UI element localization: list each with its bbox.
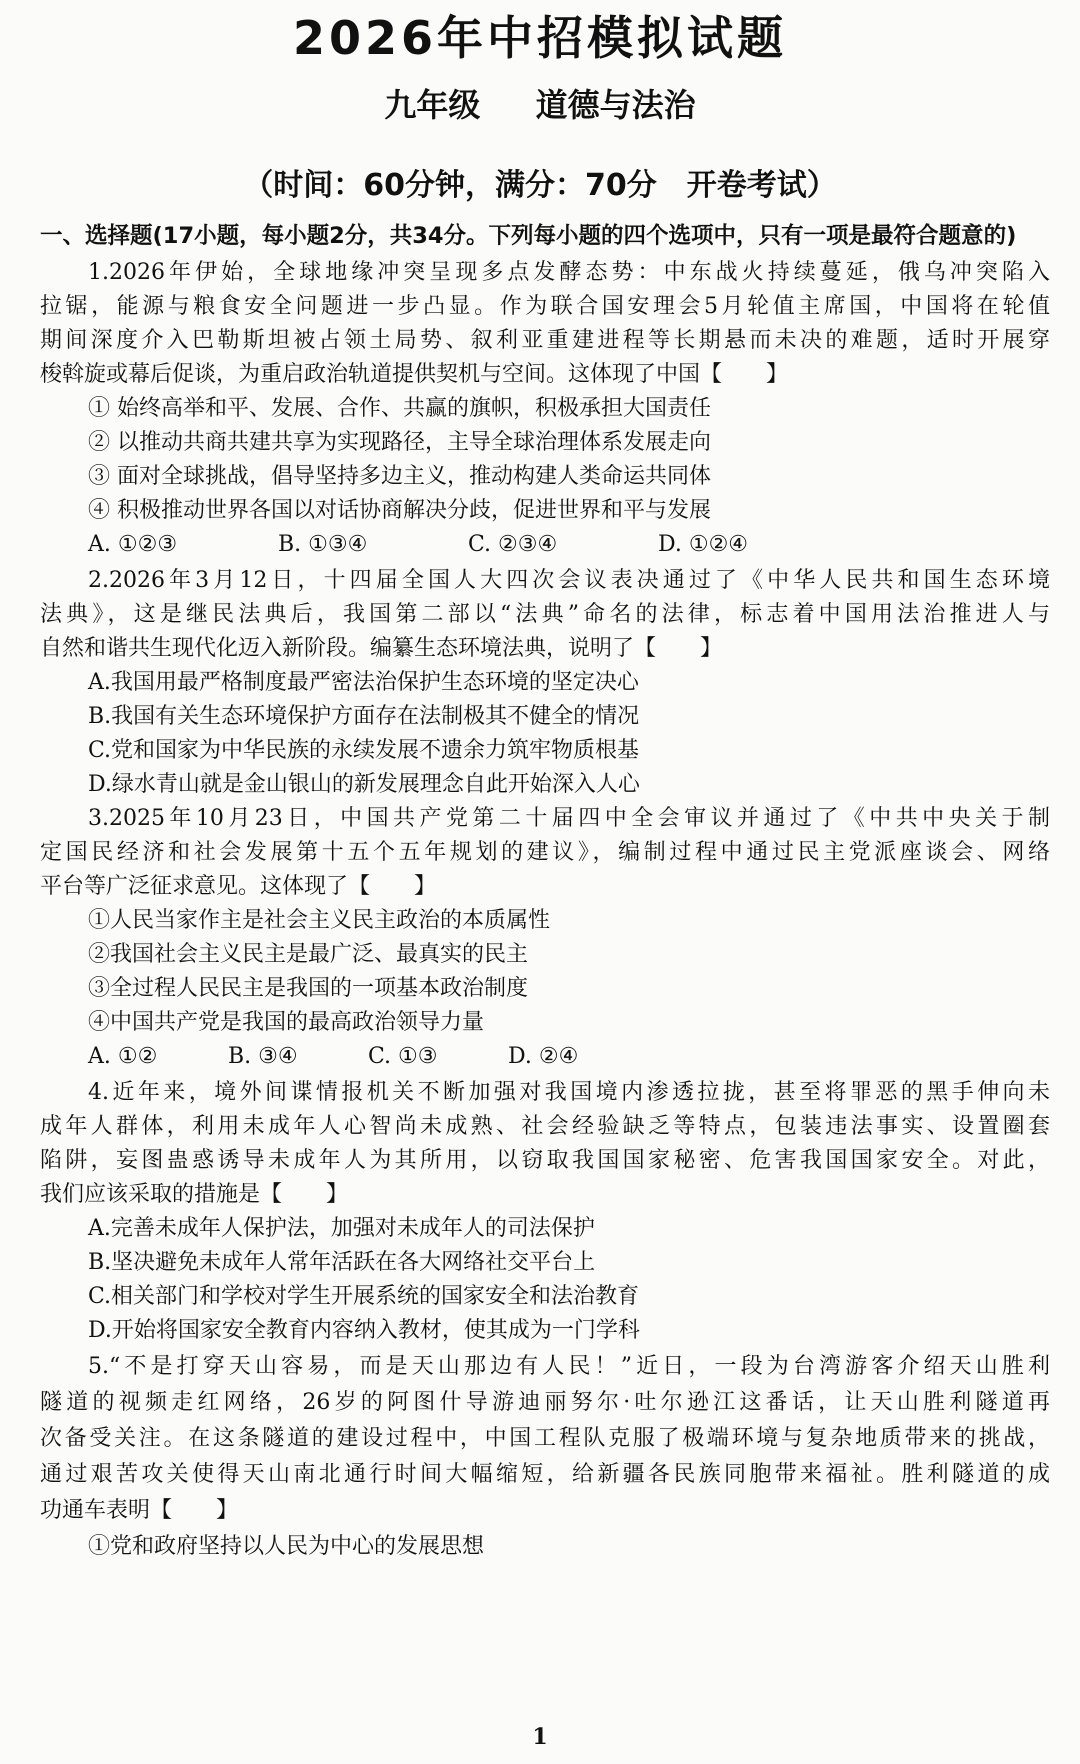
page-subtitle — [0, 80, 1080, 126]
q3-choice-b: B. ③④ — [228, 1044, 298, 1069]
q3-stem-line: 平台等广泛征求意见。这体现了【 】 — [40, 874, 437, 899]
exam-info: （时间：60分钟，满分：70分 开卷考试） — [243, 168, 837, 203]
q3-choice-d: D. ②④ — [508, 1044, 579, 1069]
q1-item: ④ 积极推动世界各国以对话协商解决分歧，促进世界和平与发展 — [88, 498, 711, 523]
q2-stem-line: 自然和谐共生现代化迈入新阶段。编纂生态环境法典，说明了【 】 — [40, 636, 723, 661]
q1-item: ① 始终高举和平、发展、合作、共赢的旗帜，积极承担大国责任 — [88, 396, 711, 421]
q1-stem-line: 拉锯，能源与粮食安全问题进一步凸显。作为联合国安理会5月轮值主席国，中国将在轮值 — [40, 294, 1050, 319]
q4-stem-line: 陷阱，妄图蛊惑诱导未成年人为其所用，以窃取我国国家秘密、危害我国国家安全。对此， — [40, 1148, 1050, 1173]
q1-stem-line: 梭斡旋或幕后促谈，为重启政治轨道提供契机与空间。这体现了中国【 】 — [40, 362, 789, 387]
q1-choice-c: C. ②③④ — [468, 532, 558, 557]
page-number: 1 — [532, 1724, 548, 1750]
q3-stem-line: 定国民经济和社会发展第十五个五年规划的建议》，编制过程中通过民主党派座谈会、网络 — [40, 840, 1050, 865]
subject-label: 道德与法治 — [535, 86, 696, 124]
q3-stem-line: 3.2025年10月23日，中国共产党第二十届四中全会审议并通过了《中共中央关于制 — [88, 806, 1050, 831]
q1-stem-line: 期间深度介入巴勒斯坦被占领土局势、叙利亚重建进程等长期悬而未决的难题，适时开展穿 — [40, 328, 1050, 353]
page-title: 2026年中招模拟试题 — [292, 11, 788, 65]
q5-stem-line: 通过艰苦攻关使得天山南北通行时间大幅缩短，给新疆各民族同胞带来福祉。胜利隧道的成 — [40, 1462, 1050, 1487]
q2-choice-c: C.党和国家为中华民族的永续发展不遗余力筑牢物质根基 — [88, 738, 640, 763]
q4-choice-a: A.完善未成年人保护法，加强对未成年人的司法保护 — [88, 1216, 595, 1241]
q5-stem-line: 功通车表明【 】 — [40, 1498, 239, 1523]
q2-stem-line: 2.2026年3月12日，十四届全国人大四次会议表决通过了《中华人民共和国生态环境 — [88, 568, 1050, 593]
q4-stem-line: 我们应该采取的措施是【 】 — [40, 1182, 349, 1207]
section-heading: 一、选择题(17小题，每小题2分，共34分。下列每小题的四个选项中，只有一项是最符合题意的) — [40, 223, 1017, 249]
q3-item: ④中国共产党是我国的最高政治领导力量 — [88, 1010, 485, 1035]
q2-stem-line: 法典》，这是继民法典后，我国第二部以“法典”命名的法律，标志着中国用法治推进人与 — [40, 602, 1050, 627]
q1-item: ② 以推动共商共建共享为实现路径，主导全球治理体系发展走向 — [88, 430, 711, 455]
q2-choice-d: D.绿水青山就是金山银山的新发展理念自此开始深入人心 — [88, 772, 640, 797]
q1-stem-line: 1.2026年伊始，全球地缘冲突呈现多点发酵态势：中东战火持续蔓延，俄乌冲突陷入 — [88, 260, 1050, 285]
q5-stem-line: 次备受关注。在这条隧道的建设过程中，中国工程队克服了极端环境与复杂地质带来的挑战， — [40, 1426, 1050, 1451]
q1-choice-d: D. ①②④ — [658, 532, 749, 557]
q3-choice-c: C. ①③ — [368, 1044, 438, 1069]
q1-item: ③ 面对全球挑战，倡导坚持多边主义，推动构建人类命运共同体 — [88, 464, 711, 489]
grade-label: 九年级 — [384, 86, 481, 124]
q2-choice-b: B.我国有关生态环境保护方面存在法制极其不健全的情况 — [88, 704, 640, 729]
q3-item: ②我国社会主义民主是最广泛、最真实的民主 — [88, 942, 529, 967]
q3-item: ③全过程人民民主是我国的一项基本政治制度 — [88, 976, 529, 1001]
q5-item: ①党和政府坚持以人民为中心的发展思想 — [88, 1534, 485, 1559]
q4-choice-c: C.相关部门和学校对学生开展系统的国家安全和法治教育 — [88, 1284, 640, 1309]
q5-stem-line: 5.“不是打穿天山容易，而是天山那边有人民！”近日，一段为台湾游客介绍天山胜利 — [88, 1354, 1050, 1379]
q3-choice-a: A. ①② — [88, 1044, 158, 1069]
q4-stem-line: 成年人群体，利用未成年人心智尚未成熟、社会经验缺乏等特点，包装违法事实、设置圈套 — [40, 1114, 1050, 1139]
q1-choice-b: B. ①③④ — [278, 532, 368, 557]
q4-stem-line: 4.近年来，境外间谍情报机关不断加强对我国境内渗透拉拢，甚至将罪恶的黑手伸向未 — [88, 1080, 1050, 1105]
q3-item: ①人民当家作主是社会主义民主政治的本质属性 — [88, 908, 551, 933]
q4-choice-b: B.坚决避免未成年人常年活跃在各大网络社交平台上 — [88, 1250, 596, 1275]
q1-choices — [88, 530, 848, 560]
q1-choice-a: A. ①②③ — [88, 532, 178, 557]
q3-choices — [88, 1042, 648, 1072]
q4-choice-d: D.开始将国家安全教育内容纳入教材，使其成为一门学科 — [88, 1318, 640, 1343]
q5-stem-line: 隧道的视频走红网络，26岁的阿图什导游迪丽努尔·吐尔逊江这番话，让天山胜利隧道再 — [40, 1390, 1050, 1415]
q2-choice-a: A.我国用最严格制度最严密法治保护生态环境的坚定决心 — [88, 670, 639, 695]
